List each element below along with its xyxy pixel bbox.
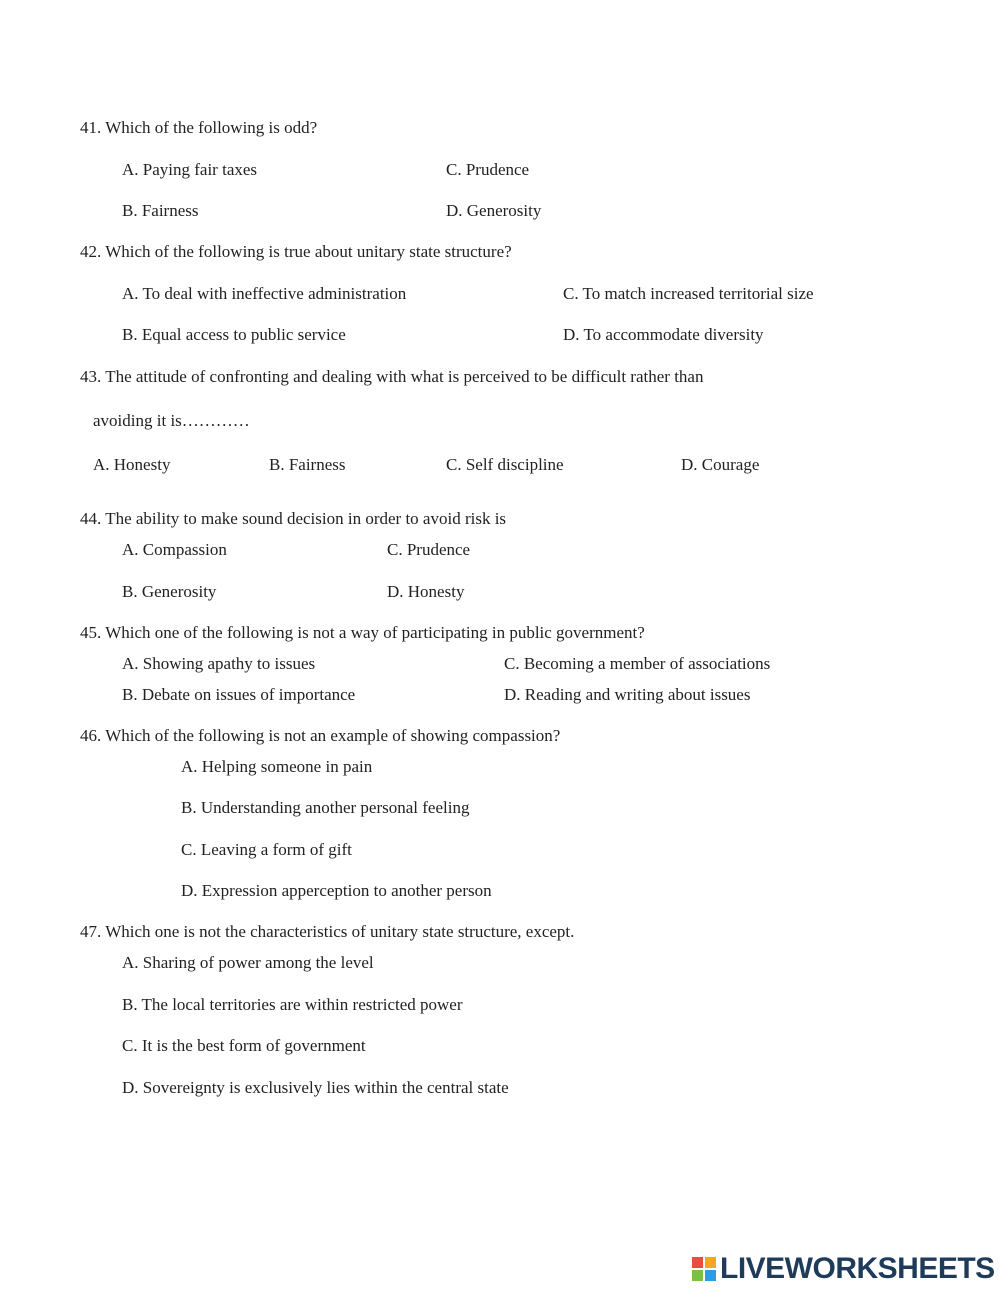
question-47-option-c[interactable]: C. It is the best form of government bbox=[122, 1036, 366, 1055]
question-46-stem: 46. Which of the following is not an example of showing compassion? bbox=[80, 726, 561, 745]
question-41-option-a[interactable]: A. Paying fair taxes bbox=[122, 160, 258, 179]
question-43-stem-line2: avoiding it is………… bbox=[93, 411, 250, 430]
question-45-option-d[interactable]: D. Reading and writing about issues bbox=[504, 685, 751, 704]
question-42-option-d[interactable]: D. To accommodate diversity bbox=[563, 325, 764, 344]
logo-square-3 bbox=[692, 1270, 703, 1281]
question-44-option-d[interactable]: D. Honesty bbox=[387, 582, 465, 601]
logo-square-4 bbox=[705, 1270, 716, 1281]
question-45-stem: 45. Which one of the following is not a way of participating in public government? bbox=[80, 623, 645, 642]
question-41-option-c[interactable]: C. Prudence bbox=[446, 160, 530, 179]
question-43-stem-line1: 43. The attitude of confronting and dealing with what is perceived to be difficult rather than bbox=[80, 367, 704, 386]
question-46-option-d[interactable]: D. Expression apperception to another person bbox=[181, 881, 492, 900]
question-47-stem: 47. Which one is not the characteristics of unitary state structure, except. bbox=[80, 922, 575, 941]
question-46-option-c[interactable]: C. Leaving a form of gift bbox=[181, 840, 352, 859]
liveworksheets-wordmark: LIVEWORKSHEETS bbox=[720, 1252, 995, 1285]
question-45-option-c[interactable]: C. Becoming a member of associations bbox=[504, 654, 771, 673]
question-45-option-b[interactable]: B. Debate on issues of importance bbox=[122, 685, 356, 704]
question-47-option-b[interactable]: B. The local territories are within restricted power bbox=[122, 995, 463, 1014]
question-44-option-b[interactable]: B. Generosity bbox=[122, 582, 217, 601]
question-44-stem: 44. The ability to make sound decision in order to avoid risk is bbox=[80, 509, 507, 528]
question-43-option-c[interactable]: C. Self discipline bbox=[446, 455, 564, 474]
question-43-option-b[interactable]: B. Fairness bbox=[269, 455, 346, 474]
question-47-option-a[interactable]: A. Sharing of power among the level bbox=[122, 953, 374, 972]
question-45-option-a[interactable]: A. Showing apathy to issues bbox=[122, 654, 316, 673]
liveworksheets-logo bbox=[692, 1253, 995, 1285]
question-44-option-c[interactable]: C. Prudence bbox=[387, 540, 471, 559]
liveworksheets-logo-icon bbox=[692, 1257, 716, 1281]
question-43-option-a[interactable]: A. Honesty bbox=[93, 455, 171, 474]
question-46-option-b[interactable]: B. Understanding another personal feeling bbox=[181, 798, 470, 817]
question-42-option-b[interactable]: B. Equal access to public service bbox=[122, 325, 346, 344]
question-47-option-d[interactable]: D. Sovereignty is exclusively lies within the central state bbox=[122, 1078, 509, 1097]
question-44-option-a[interactable]: A. Compassion bbox=[122, 540, 227, 559]
question-42-option-a[interactable]: A. To deal with ineffective administration bbox=[122, 284, 407, 303]
question-41-option-d[interactable]: D. Generosity bbox=[446, 201, 542, 220]
question-41-option-b[interactable]: B. Fairness bbox=[122, 201, 199, 220]
question-42-stem: 42. Which of the following is true about unitary state structure? bbox=[80, 242, 512, 261]
question-41-stem: 41. Which of the following is odd? bbox=[80, 118, 318, 137]
logo-square-2 bbox=[705, 1257, 716, 1268]
question-42-option-c[interactable]: C. To match increased territorial size bbox=[563, 284, 814, 303]
logo-square-1 bbox=[692, 1257, 703, 1268]
question-46-option-a[interactable]: A. Helping someone in pain bbox=[181, 757, 373, 776]
question-43-option-d[interactable]: D. Courage bbox=[681, 455, 760, 474]
